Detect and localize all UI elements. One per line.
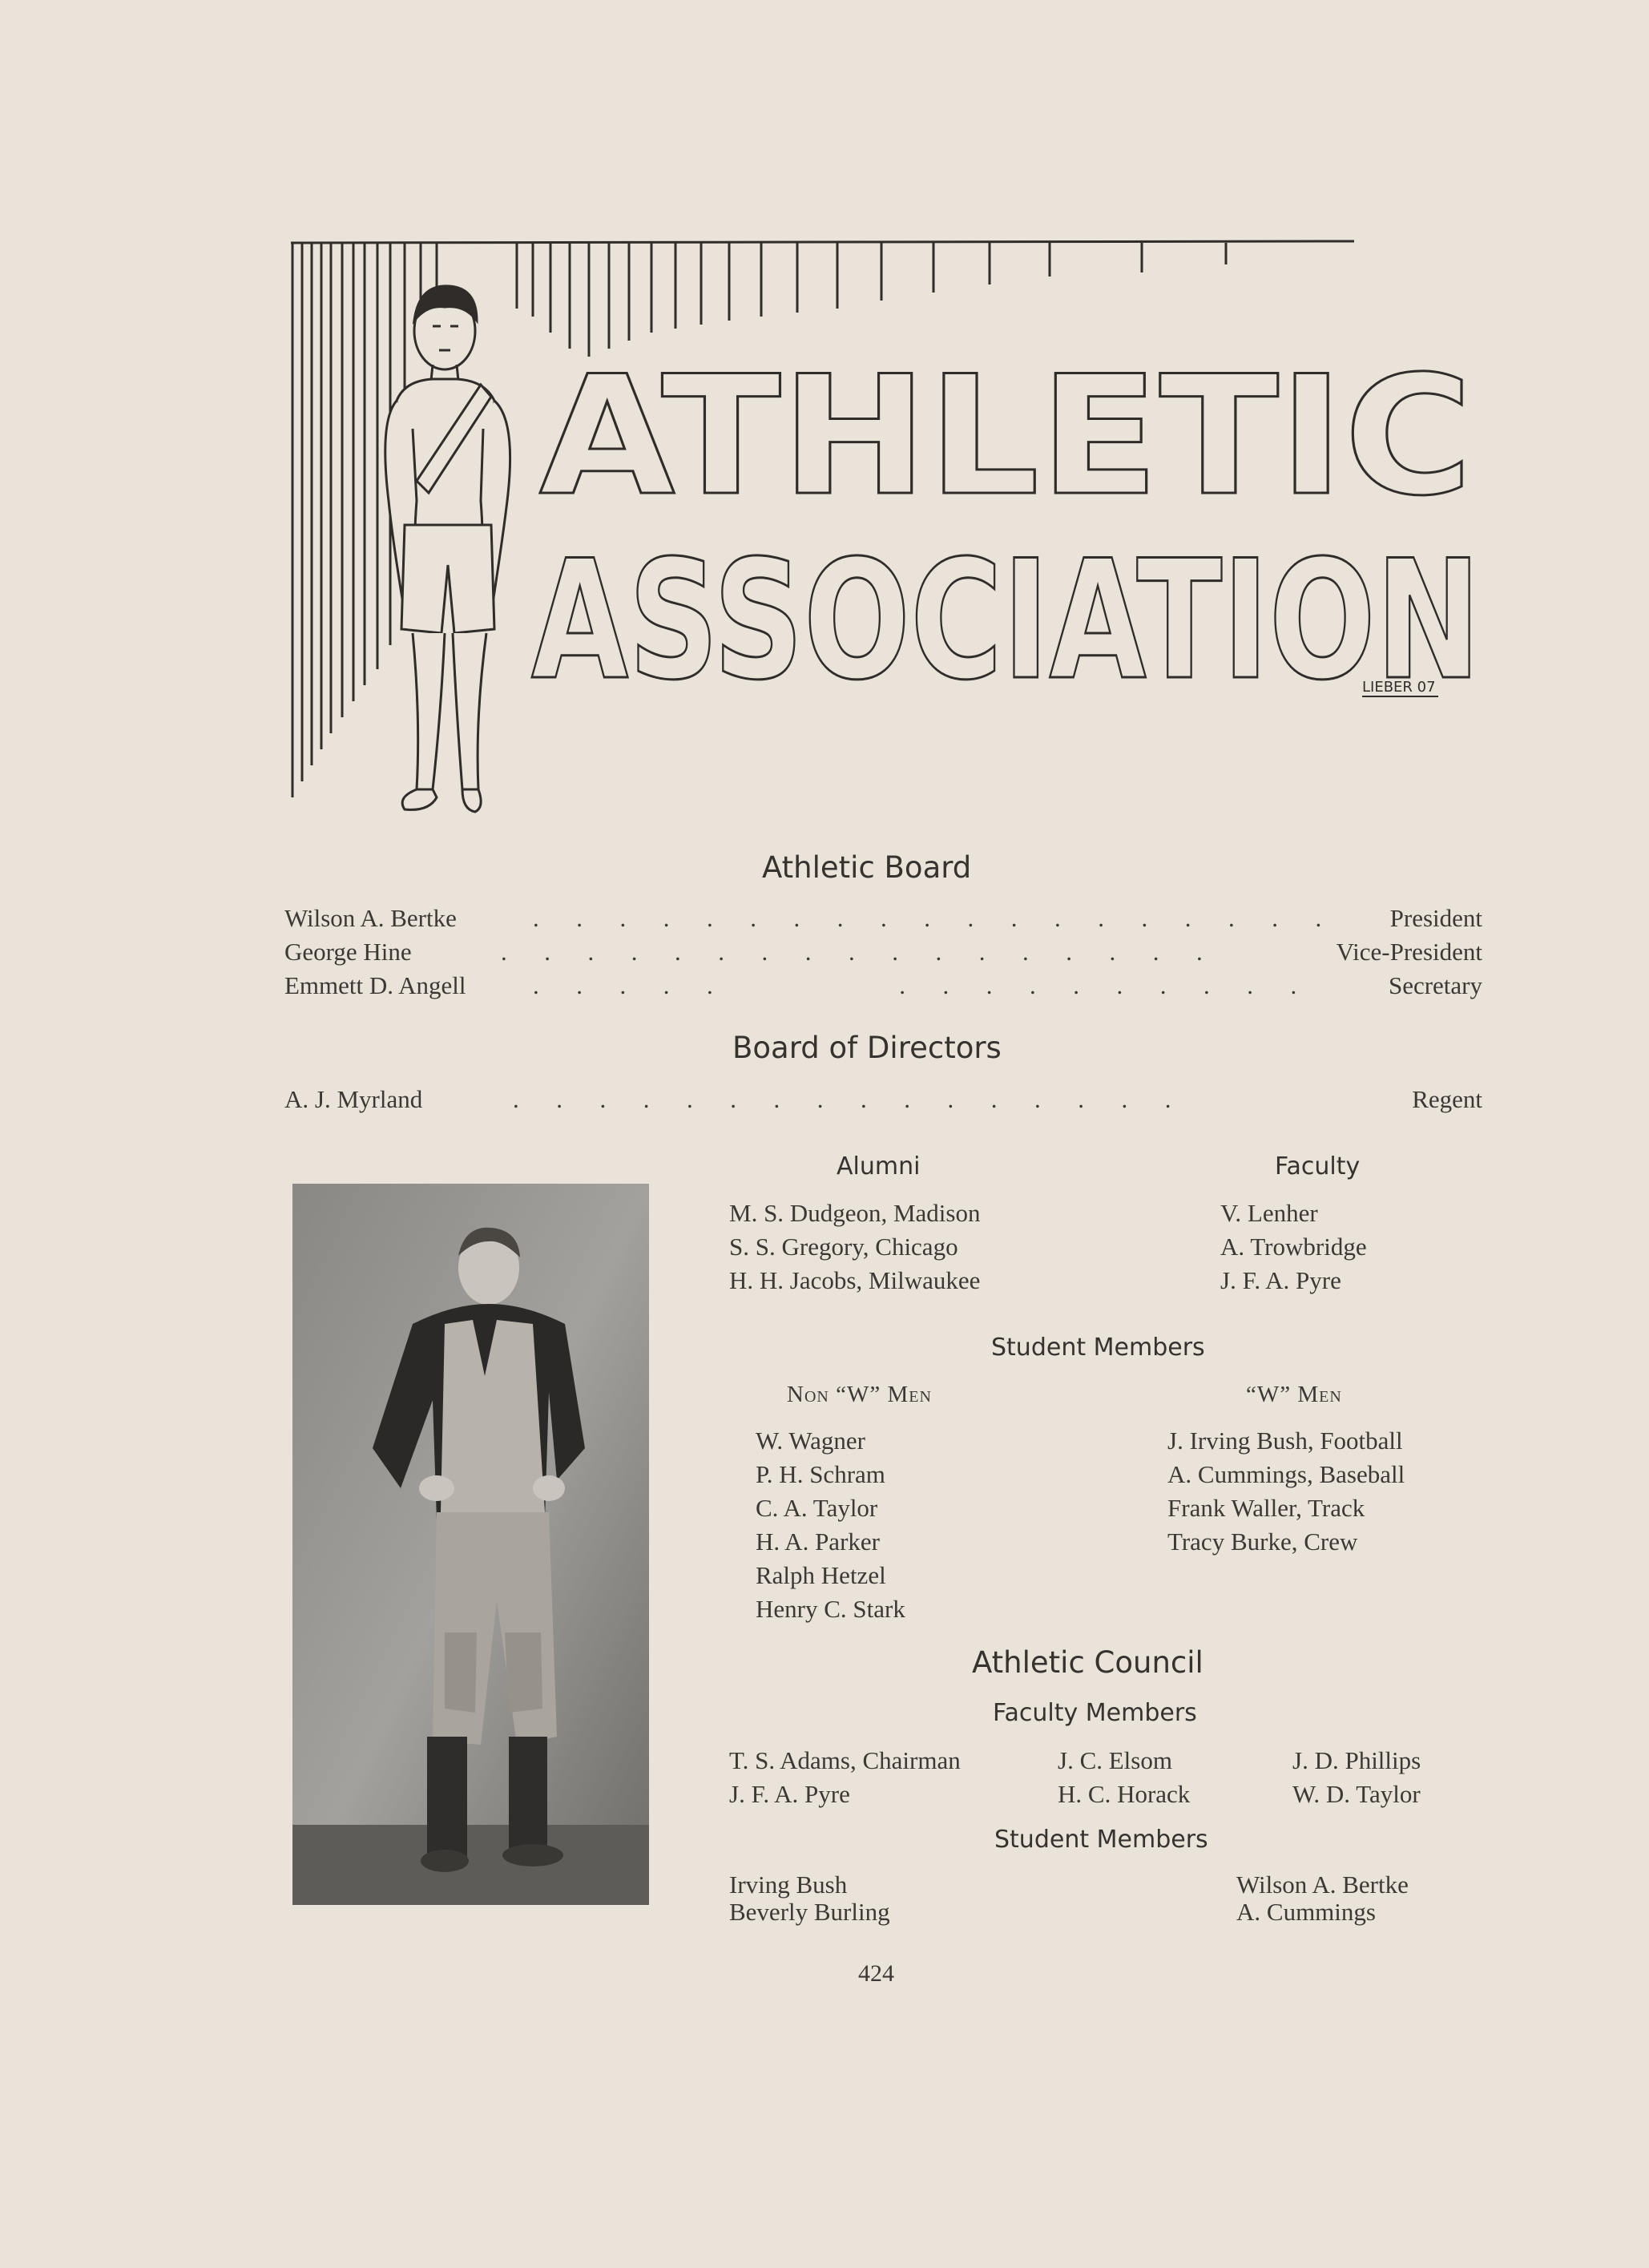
council-student-col2 xyxy=(1236,1871,1409,1926)
faculty-list xyxy=(1220,1197,1367,1297)
council-student-members-heading: Student Members xyxy=(994,1826,1208,1854)
list-item: J. D. Phillips xyxy=(1292,1746,1421,1774)
list-item: Ralph Hetzel xyxy=(756,1561,886,1589)
list-item: J. F. A. Pyre xyxy=(729,1780,850,1808)
list-item: J. C. Elsom xyxy=(1058,1746,1172,1774)
w-men-heading: “W” Men xyxy=(1246,1382,1342,1407)
council-faculty-col1 xyxy=(729,1744,961,1811)
title-line-association: ASSOCIATION xyxy=(531,526,1481,716)
w-men-list xyxy=(1167,1424,1405,1559)
council-faculty-col2 xyxy=(1058,1744,1190,1811)
page-number: 424 xyxy=(858,1960,894,1987)
list-item: A. Cummings xyxy=(1236,1898,1376,1926)
list-item: H. C. Horack xyxy=(1058,1780,1191,1808)
officer-row xyxy=(284,938,1482,970)
leader-dots: . . . . . . . . . . . . . . . . . . . xyxy=(533,904,1322,932)
list-item: S. S. Gregory, Chicago xyxy=(729,1233,958,1261)
list-item: Tracy Burke, Crew xyxy=(1167,1527,1358,1556)
list-item: Wilson A. Bertke xyxy=(1236,1870,1409,1899)
faculty-heading: Faculty xyxy=(1275,1152,1361,1180)
title-line-athletic: ATHLETIC xyxy=(539,341,1473,532)
artist-signature: LIEBER 07 xyxy=(1362,679,1436,696)
non-w-men-heading: Non “W” Men xyxy=(787,1382,932,1407)
officer-row xyxy=(284,904,1482,936)
officer-row xyxy=(284,971,1482,1003)
faculty-members-heading: Faculty Members xyxy=(993,1699,1197,1727)
officer-name: George Hine xyxy=(284,938,412,966)
list-item: A. Cummings, Baseball xyxy=(1167,1460,1405,1488)
leader-dots: . . . . . . . . . . . . . . . . xyxy=(513,1085,1171,1113)
list-item: T. S. Adams, Chairman xyxy=(729,1746,961,1774)
student-members-heading: Student Members xyxy=(991,1334,1205,1362)
regent-name: A. J. Myrland xyxy=(284,1085,423,1113)
list-item: W. D. Taylor xyxy=(1292,1780,1421,1808)
council-faculty-col3 xyxy=(1292,1744,1421,1811)
list-item: Beverly Burling xyxy=(729,1898,890,1926)
officer-name: Emmett D. Angell xyxy=(284,971,466,999)
list-item: A. Trowbridge xyxy=(1220,1233,1367,1261)
board-of-directors-heading: Board of Directors xyxy=(732,1031,1002,1065)
list-item: J. Irving Bush, Football xyxy=(1167,1427,1403,1455)
officer-name: Wilson A. Bertke xyxy=(284,904,457,932)
regent-row xyxy=(284,1085,1482,1117)
athletic-board-heading: Athletic Board xyxy=(762,850,972,885)
list-item: Irving Bush xyxy=(729,1870,848,1899)
athletic-council-heading: Athletic Council xyxy=(972,1645,1203,1680)
list-item: H. A. Parker xyxy=(756,1527,880,1556)
list-item: P. H. Schram xyxy=(756,1460,885,1488)
list-item: H. H. Jacobs, Milwaukee xyxy=(729,1266,981,1294)
non-w-men-list xyxy=(756,1424,905,1626)
officer-role: President xyxy=(1389,904,1482,932)
officer-role: Secretary xyxy=(1388,971,1482,999)
list-item: Henry C. Stark xyxy=(756,1595,905,1623)
list-item: J. F. A. Pyre xyxy=(1220,1266,1341,1294)
athletic-association-header-illustration xyxy=(284,236,1486,829)
football-player-photograph xyxy=(292,1184,649,1905)
alumni-heading: Alumni xyxy=(837,1152,921,1180)
council-student-col1 xyxy=(729,1871,890,1926)
leader-dots: . . . . . . . . . . . . . . . xyxy=(533,971,1297,999)
list-item: V. Lenher xyxy=(1220,1199,1318,1227)
regent-role: Regent xyxy=(1412,1085,1482,1113)
list-item: M. S. Dudgeon, Madison xyxy=(729,1199,981,1227)
leader-dots: . . . . . . . . . . . . . . . . . xyxy=(501,938,1203,966)
list-item: Frank Waller, Track xyxy=(1167,1494,1365,1522)
alumni-list xyxy=(729,1197,980,1297)
officer-role: Vice-President xyxy=(1336,938,1482,966)
list-item: W. Wagner xyxy=(756,1427,865,1455)
list-item: C. A. Taylor xyxy=(756,1494,878,1522)
